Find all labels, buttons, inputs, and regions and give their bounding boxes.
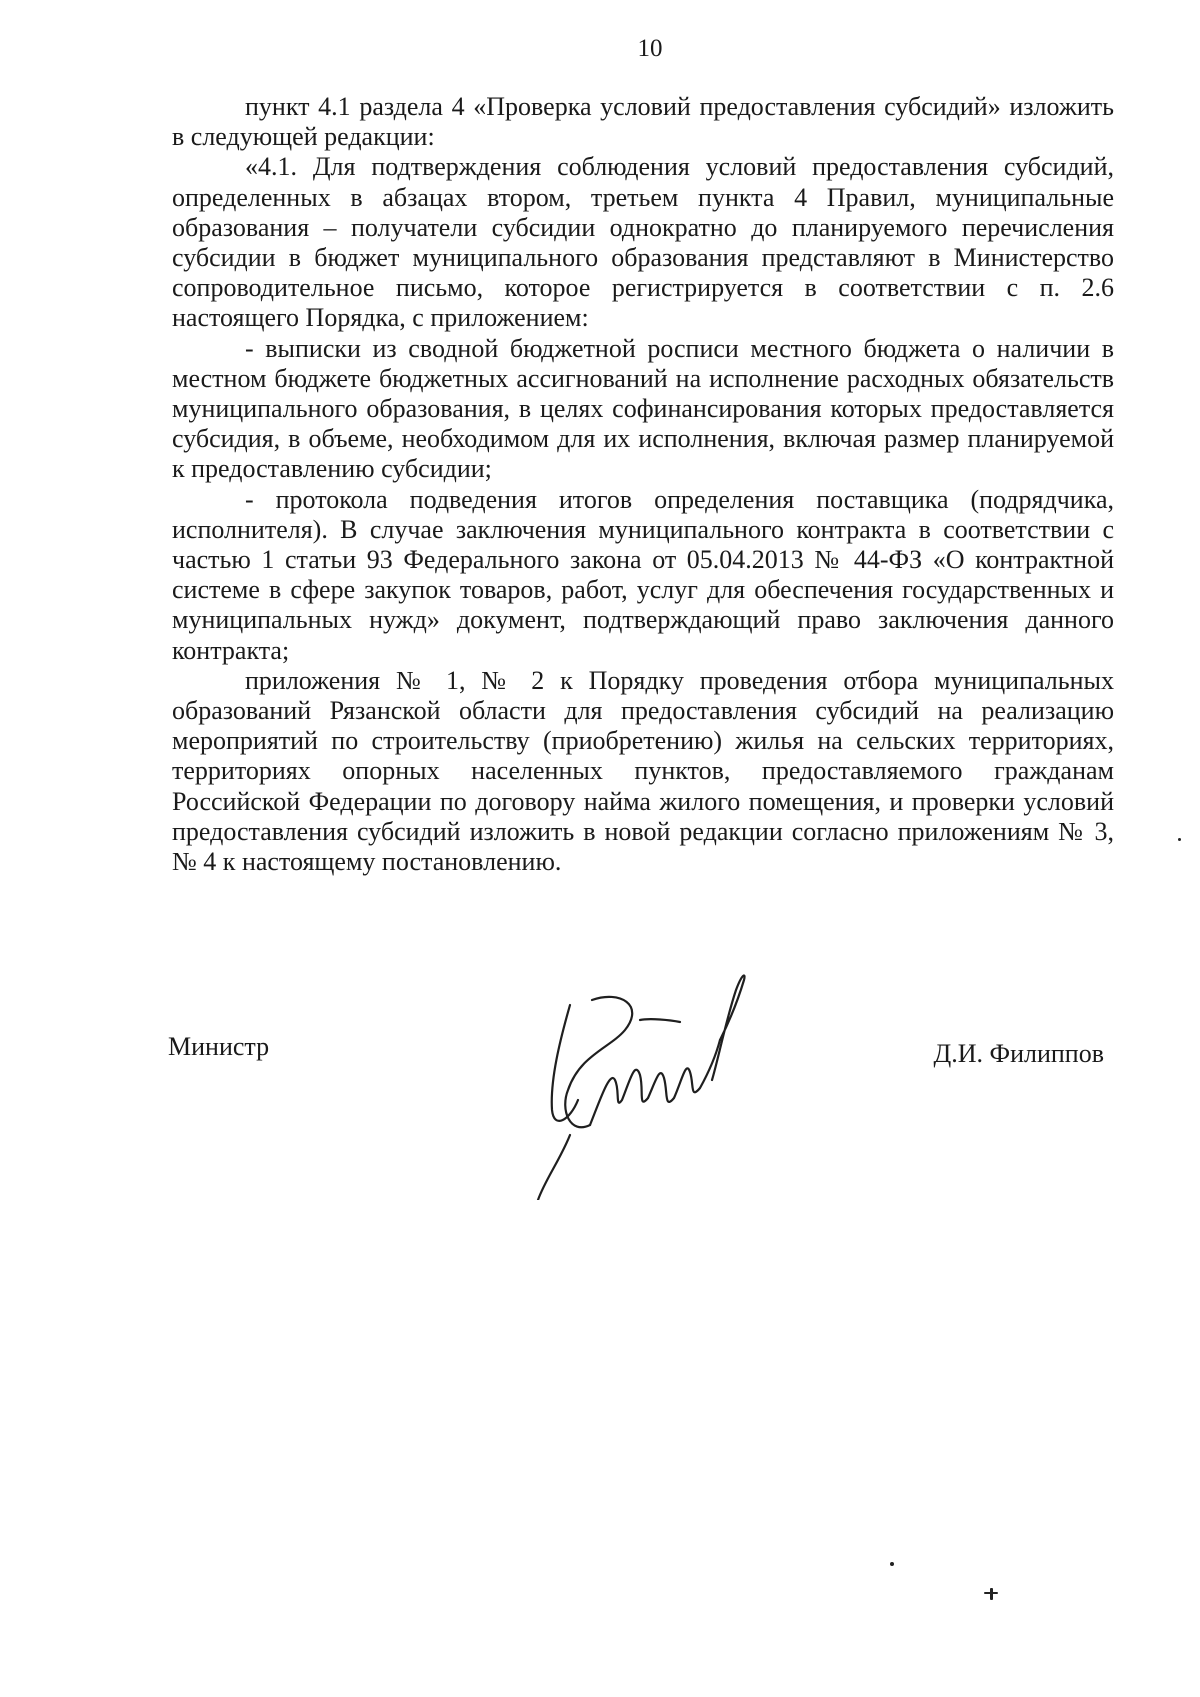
paragraph-intro: пункт 4.1 раздела 4 «Проверка условий предоставления субсидий» изложить в следующей редакции: (172, 92, 1114, 152)
paragraph-budget-extract: - выписки из сводной бюджетной росписи местного бюджета о наличии в местном бюджете бюджетных ассигнований на исполнение расходных обязательств муниципального образования, в целях софинансирования которых предоставляется субсидия, в объеме, необходимом для их исполнения, включая размер планируемой к предоставлению субсидии; (172, 333, 1114, 484)
page-number: 10 (637, 35, 663, 62)
paragraph-4-1: «4.1. Для подтверждения соблюдения условий предоставления субсидий, определенных в абзацах втором, третьем пункта 4 Правил, муниципальные образования – получатели субсидии однократно до планируемого перечисления субсидии в бюджет муниципального образования представляют в Министерство сопроводительное письмо, которое регистрируется в соответствии с п. 2.6 настоящего Порядка, с приложением: (172, 152, 1114, 333)
signatory-title: Министр (168, 1032, 270, 1061)
scan-speck (990, 1588, 993, 1600)
handwritten-signature (530, 960, 780, 1200)
scan-speck (984, 1592, 998, 1594)
scan-speck (890, 1562, 894, 1566)
document-body (172, 92, 1114, 877)
scan-speck (1178, 838, 1181, 841)
signatory-name: Д.И. Филиппов (933, 1039, 1104, 1068)
paragraph-protocol: - протокола подведения итогов определения поставщика (подрядчика, исполнителя). В случае заключения муниципального контракта в соответствии с частью 1 статьи 93 Федерального закона от 05.04.2013 № 44-ФЗ «О контрактной системе в сфере закупок товаров, работ, услуг для обеспечения государственных и муниципальных нужд» документ, подтверждающий право заключения данного контракта; (172, 484, 1114, 665)
paragraph-appendices: приложения № 1, № 2 к Порядку проведения отбора муниципальных образований Рязанской области для предоставления субсидий на реализацию мероприятий по строительству (приобретению) жилья на сельских территориях, территориях опорных населенных пунктов, предоставляемого гражданам Российской Федерации по договору найма жилого помещения, и проверки условий предоставления субсидий изложить в новой редакции согласно приложениям № 3, № 4 к настоящему постановлению. (172, 665, 1114, 877)
